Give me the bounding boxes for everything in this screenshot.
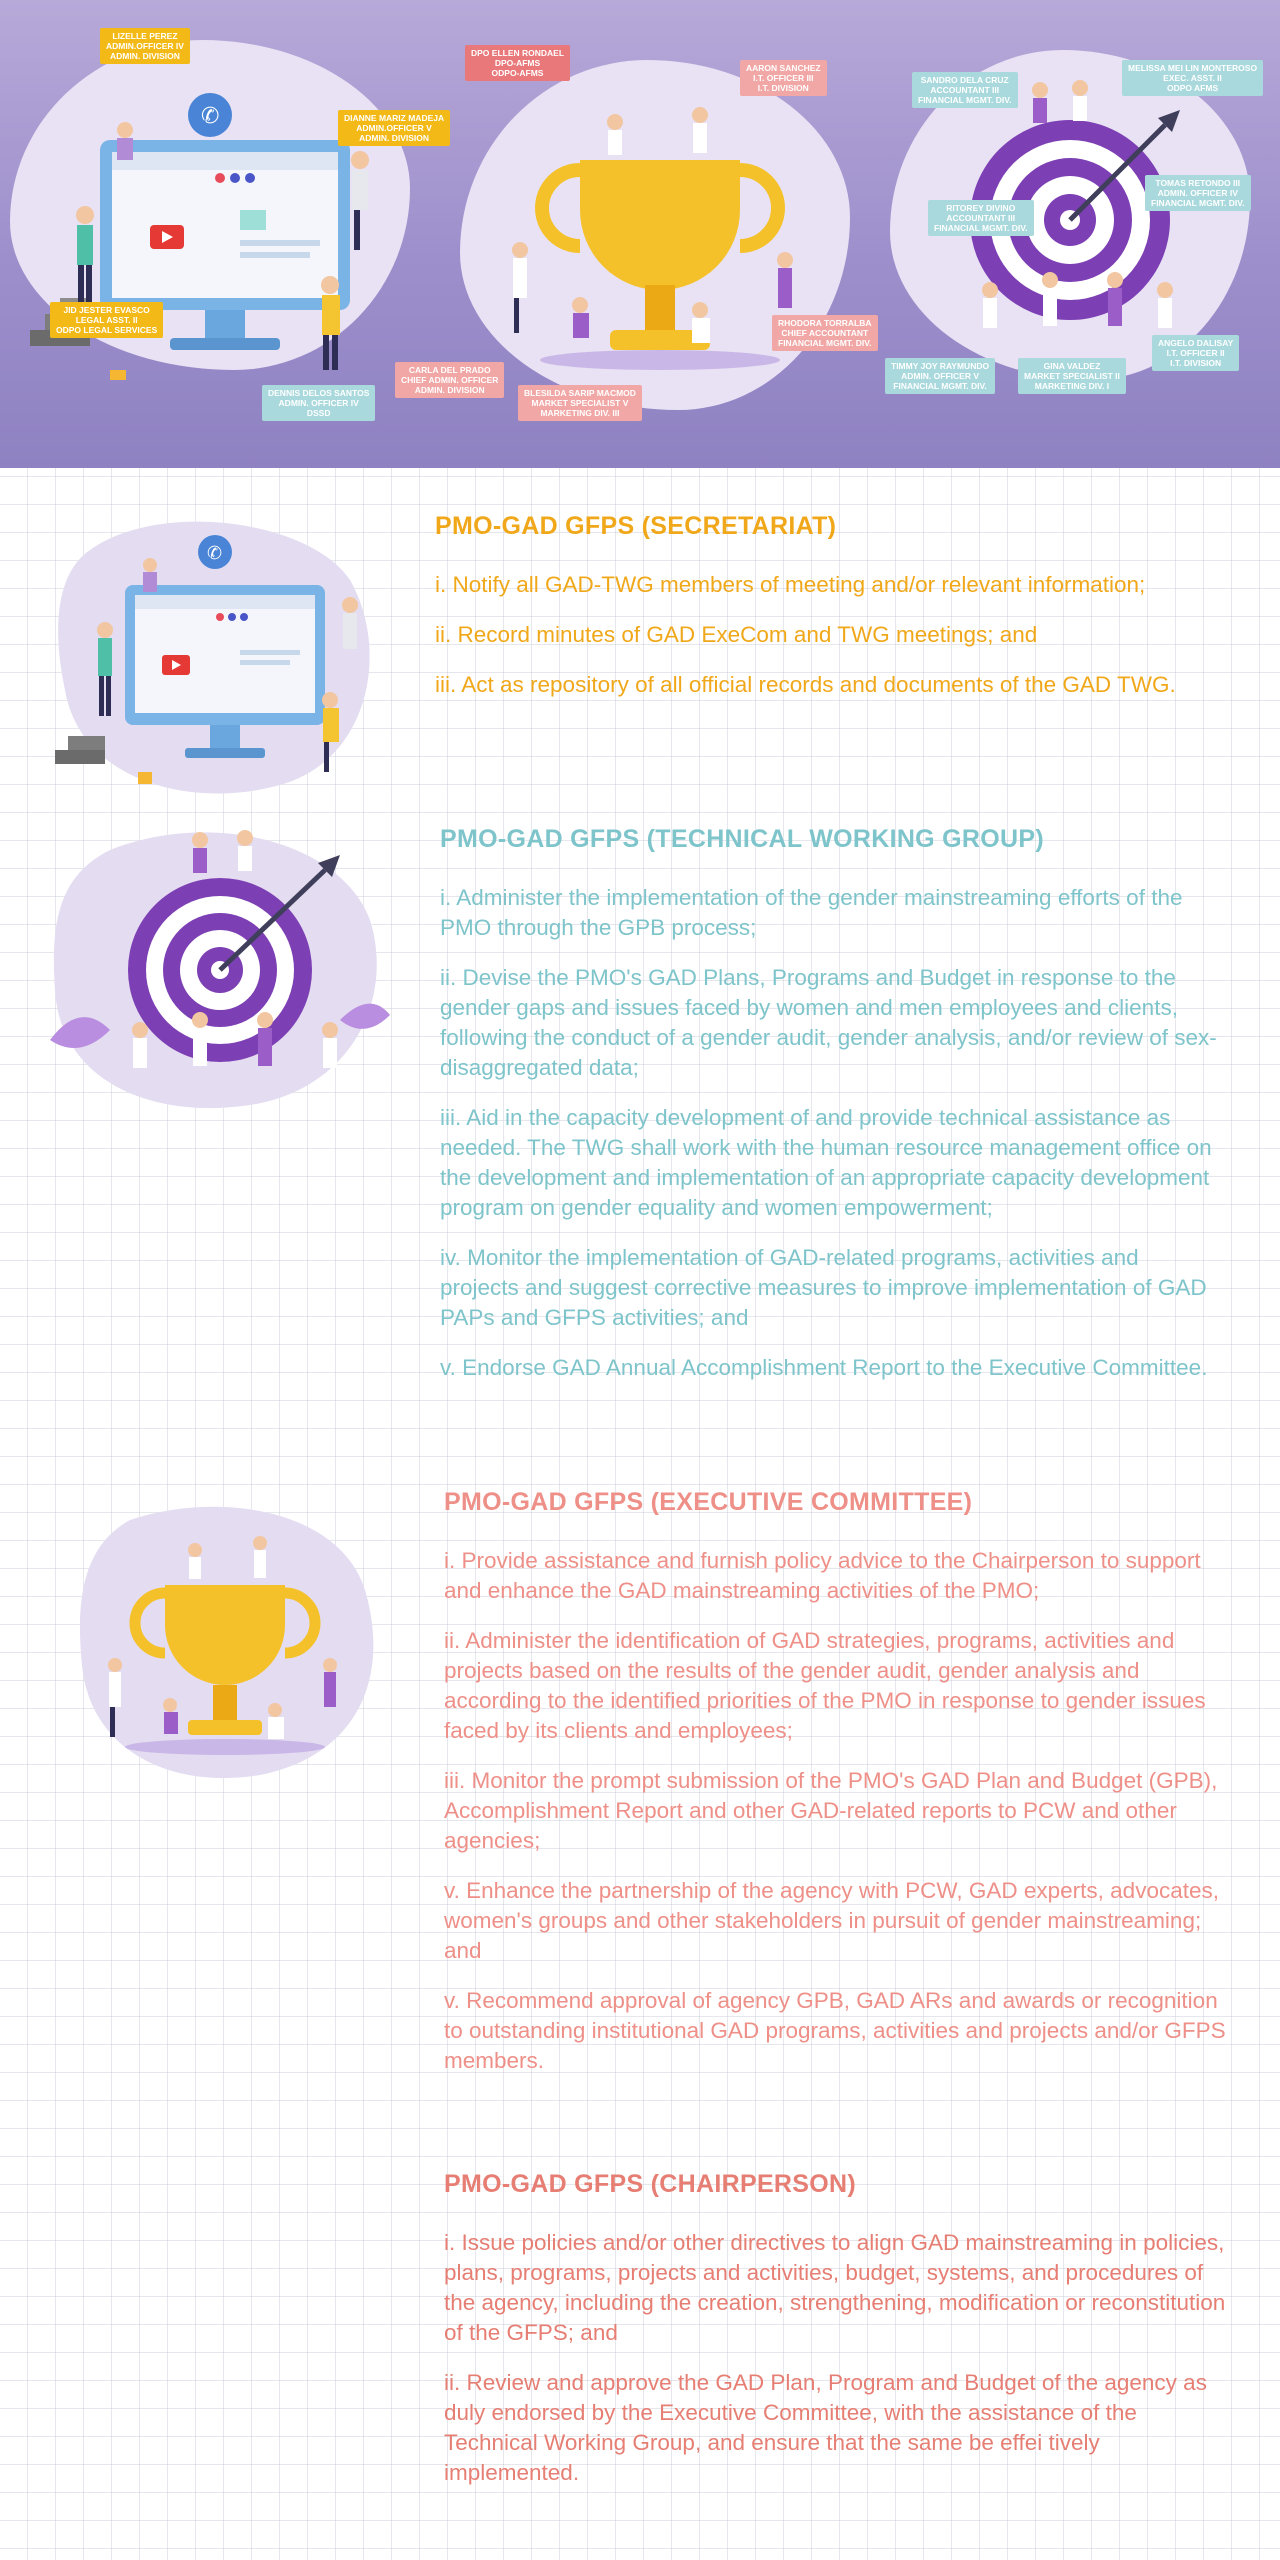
executive-list [444, 1546, 1234, 2096]
chairperson-list [444, 2228, 1234, 2508]
list-item: iii. Aid in the capacity development of and provide technical assistance as needed. The TWG shall work with the human resource management office on the development and implementation of an appropriate capacity development program on gender equality and women empowerment; [440, 1105, 1212, 1220]
svg-text:✆: ✆ [201, 104, 220, 129]
name-tag-dianne: DIANNE MARIZ MADEJA ADMIN.OFFICER V ADMIN. DIVISION [338, 110, 450, 146]
list-item: v. Recommend approval of agency GPB, GAD ARs and awards or recognition to outstanding institutional GAD programs, activities and projects and/or GFPS members. [444, 1988, 1226, 2073]
name-tag-jid: JID JESTER EVASCO LEGAL ASST. II ODPO LEGAL SERVICES [50, 302, 163, 338]
list-item: i. Notify all GAD-TWG members of meeting and/or relevant information; [435, 572, 1146, 597]
name-tag-angelo: ANGELO DALISAY I.T. OFFICER II I.T. DIVISION [1152, 335, 1239, 371]
name-tag-aaron: AARON SANCHEZ I.T. OFFICER III I.T. DIVISION [740, 60, 827, 96]
list-item: ii. Review and approve the GAD Plan, Program and Budget of the agency as duly endorsed by the Executive Committee, with the assistance of the Technical Working Group, and ensure that the same be effei tively implemented. [444, 2370, 1207, 2485]
name-tag-rhodora: RHODORA TORRALBA CHIEF ACCOUNTANT FINANCIAL MGMT. DIV. [772, 315, 878, 351]
header-banner [0, 0, 1280, 468]
list-item: ii. Devise the PMO's GAD Plans, Programs and Budget in response to the gender gaps and issues faced by women and men employees and clients, following the conduct of a gender audit, gender analysis, and/or review of sex-disaggregated data; [440, 965, 1217, 1080]
name-tag-gina: GINA VALDEZ MARKET SPECIALIST II MARKETING DIV. I [1018, 358, 1126, 394]
twg-list [440, 883, 1220, 1403]
name-tag-melissa: MELISSA MEI LIN MONTEROSO EXEC. ASST. II ODPO AFMS [1122, 60, 1263, 96]
list-item: i. Provide assistance and furnish policy advice to the Chairperson to support and enhance the GAD mainstreaming activities of the PMO; [444, 1548, 1201, 1603]
name-tag-blesilda: BLESILDA SARIP MACMOD MARKET SPECIALIST V MARKETING DIV. III [518, 385, 642, 421]
twg-title: PMO-GAD GFPS (TECHNICAL WORKING GROUP) [440, 825, 1044, 853]
name-tag-timmy: TIMMY JOY RAYMUNDO ADMIN. OFFICER V FINANCIAL MGMT. DIV. [885, 358, 995, 394]
secretariat-illustration [50, 510, 380, 800]
executive-illustration [70, 1495, 380, 1785]
list-item: i. Administer the implementation of the gender mainstreaming efforts of the PMO through the GPB process; [440, 885, 1183, 940]
list-item: iii. Monitor the prompt submission of the PMO's GAD Plan and Budget (GPB), Accomplishment Report and other GAD-related reports to PCW and other agencies; [444, 1768, 1218, 1853]
list-item: i. Issue policies and/or other directives to align GAD mainstreaming in policies, plans, programs, projects and activities, budget, systems, and procedures of the agency, including the creation, strengthening, modification or reconstitution of the GFPS; and [444, 2230, 1226, 2345]
name-tag-ellen: DPO ELLEN RONDAEL DPO-AFMS ODPO-AFMS [465, 45, 570, 81]
list-item: v. Enhance the partnership of the agency with PCW, GAD experts, advocates, women's groups and other stakeholders in pursuit of gender mainstreaming; and [444, 1878, 1219, 1963]
chairperson-title: PMO-GAD GFPS (CHAIRPERSON) [444, 2170, 856, 2198]
name-tag-carla: CARLA DEL PRADO CHIEF ADMIN. OFFICER ADMIN. DIVISION [395, 362, 504, 398]
name-tag-dennis: DENNIS DELOS SANTOS ADMIN. OFFICER IV DSSD [262, 385, 375, 421]
secretariat-title: PMO-GAD GFPS (SECRETARIAT) [435, 512, 837, 540]
executive-title: PMO-GAD GFPS (EXECUTIVE COMMITTEE) [444, 1488, 973, 1516]
list-item: ii. Record minutes of GAD ExeCom and TWG meetings; and [435, 622, 1038, 647]
name-tag-tomas: TOMAS RETONDO III ADMIN. OFFICER IV FINANCIAL MGMT. DIV. [1145, 175, 1251, 211]
secretariat-list [435, 570, 1225, 720]
monitor-screen [112, 152, 338, 298]
name-tag-sandro: SANDRO DELA CRUZ ACCOUNTANT III FINANCIAL MGMT. DIV. [912, 72, 1018, 108]
name-tag-ritorey: RITOREY DIVINO ACCOUNTANT III FINANCIAL MGMT. DIV. [928, 200, 1034, 236]
twg-illustration [40, 820, 400, 1120]
svg-text:✆: ✆ [207, 543, 223, 564]
list-item: iii. Act as repository of all official records and documents of the GAD TWG. [435, 672, 1176, 697]
list-item: iv. Monitor the implementation of GAD-related programs, activities and projects and suggest corrective measures to improve implementation of GAD PAPs and GFPS activities; and [440, 1245, 1207, 1330]
name-tag-lizelle: LIZELLE PEREZ ADMIN.OFFICER IV ADMIN. DIVISION [100, 28, 190, 64]
list-item: ii. Administer the identification of GAD strategies, programs, activities and projects based on the results of the gender audit, gender analysis and according to the identified priorities of the PMO in response to gender issues faced by its clients and employees; [444, 1628, 1206, 1743]
list-item: v. Endorse GAD Annual Accomplishment Report to the Executive Committee. [440, 1355, 1208, 1380]
